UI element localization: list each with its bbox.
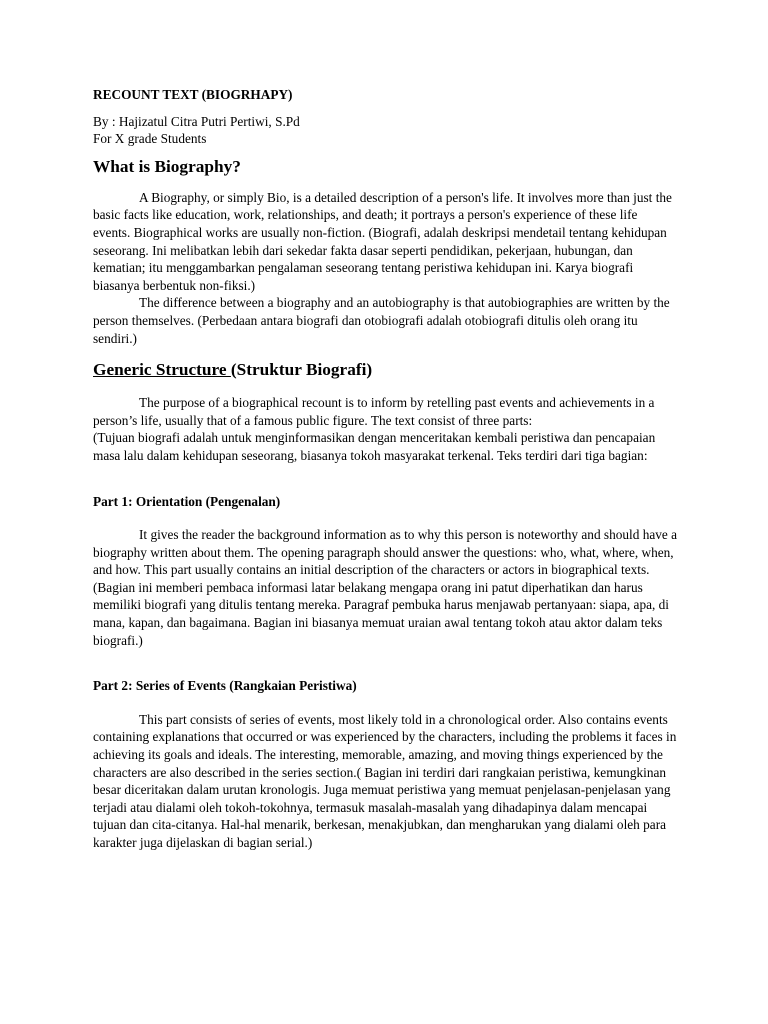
part1-paragraph: It gives the reader the background information as to why this person is noteworthy and should have a biography written about them. The opening paragraph should answer the questions: who, what, where, when, and how. This part usually contains an initial description of the characters or actors in biographical texts. (Bagian ini memberi pembaca informasi latar belakang mengapa orang ini patut diperhatikan dan harus memiliki biografi yang ditulis tentang mereka. Paragraf pembuka harus menjawab pertanyaan: siapa, apa, di mana, kapan, dan bagaimana. Bagian ini biasanya memuat uraian awal tentang tokoh atau aktor dalam teks biografi.) <box>93 527 678 648</box>
section-heading-rest-part: (Struktur Biografi) <box>230 360 373 380</box>
document-page <box>93 86 678 852</box>
author-line: By : Hajizatul Citra Putri Pertiwi, S.Pd <box>93 113 300 129</box>
biography-vs-autobiography-paragraph: The difference between a biography and an autobiography is that autobiographies are written by the person themselves. (Perbedaan antara biografi dan otobiografi adalah otobiografi ditulis oleh orang itu sendiri.) <box>93 295 670 346</box>
section-heading-generic-structure <box>93 359 678 381</box>
audience-line: For X grade Students <box>93 131 207 147</box>
section-heading-underlined-part: Generic Structure <box>93 360 231 380</box>
biography-definition-paragraph: A Biography, or simply Bio, is a detailed description of a person's life. It involves more than just the basic facts like education, work, relationships, and death; it portrays a person's experience of these life events. Biographical works are usually non-fiction. (Biografi, adalah deskripsi mendetail tentang kehidupan seseorang. Ini melibatkan lebih dari sekedar fakta dasar seperti pendidikan, pekerjaan, hubungan, dan kematian; itu menggambarkan pengalaman seseorang tentang peristiwa kehidupan ini. Karya biografi biasanya berbentuk non-fiksi.) <box>93 189 672 293</box>
part2-heading: Part 2: Series of Events (Rangkaian Peristiwa) <box>93 678 357 694</box>
section-heading-what-is-biography: What is Biography? <box>93 156 241 176</box>
part1-heading: Part 1: Orientation (Pengenalan) <box>93 493 281 509</box>
part2-paragraph: This part consists of series of events, most likely told in a chronological order. Also contains events containing explanations that occurred or was experienced by the characters, including the problems it faces in achieving its goals and ideals. The interesting, memorable, amazing, and moving things experienced by the characters are also described in the series section.( Bagian ini terdiri dari rangkaian peristiwa, kemungkinan besar diceritakan dalam urutan kronologis. Juga memuat peristiwa yang memuat penjelasan-penjelasan yang terjadi atau dialami oleh tokoh-tokohnya, termasuk masalah-masalah yang dihadapinya dalam mencapai tujuan dan cita-citanya. Hal-hal menarik, berkesan, menakjubkan, dan mengharukan yang dialami oleh para karakter juga dijelaskan di bagian serial.) <box>93 711 677 850</box>
document-title: RECOUNT TEXT (BIOGRHAPY) <box>93 87 293 102</box>
purpose-paragraph: The purpose of a biographical recount is to inform by retelling past events and achievements in a person’s life, usually that of a famous public figure. The text consist of three parts: <box>93 395 655 428</box>
purpose-translation-paragraph: (Tujuan biografi adalah untuk menginformasikan dengan menceritakan kembali peristiwa dan pencapaian masa lalu dalam kehidupan seseorang, biasanya tokoh masyarakat terkenal. Teks terdiri dari tiga bagian: <box>93 430 656 463</box>
